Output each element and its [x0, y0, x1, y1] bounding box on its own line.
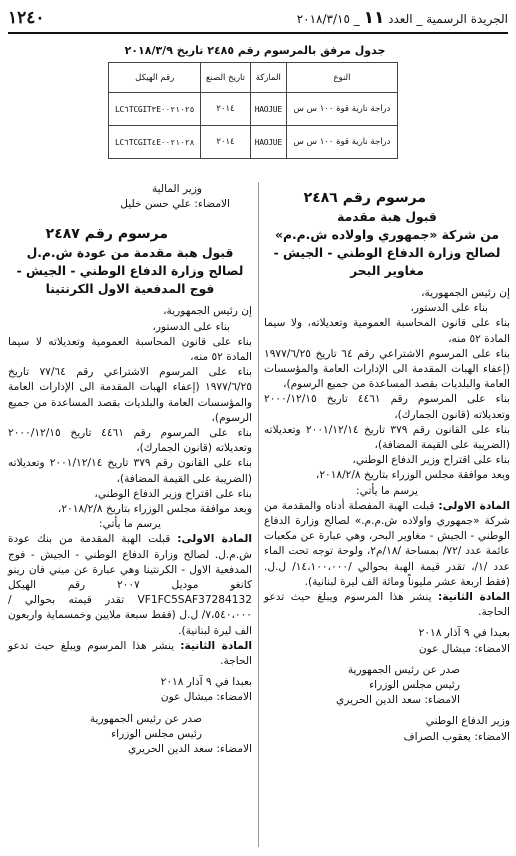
minister-title: وزير الدفاع الوطني [425, 715, 510, 728]
preamble-line: إن رئيس الجمهورية، [163, 305, 252, 318]
preamble-line: بناء على المرسوم رقم ٤٤٦١ تاريخ ٢٠٠٠/١٢/١٥ وتعديلاته (قانون الجمارك)، [8, 427, 252, 455]
article-label: المادة الثانية: [438, 591, 510, 604]
table-cell: ٢٠١٤ [201, 93, 250, 126]
finance-minister-title: وزير المالية [151, 183, 202, 195]
table-cell: LC٦TCGIT٤E٠٠٢١٠٢٨ [109, 126, 201, 159]
article-2 [264, 590, 510, 620]
header-separator: _ [349, 12, 360, 26]
issued-at: بعبدا في ٩ آذار ٢٠١٨ [418, 627, 510, 640]
article-text: ينشر هذا المرسوم ويبلغ حيث تدعو الحاجة. [8, 639, 252, 668]
article-text: قبلت الهبة المفصلة أدناه والمقدمة من شركة «جمهوري واولاده ش.م.م.» لصالح وزارة الدفاع الوطني - الجيش - مغاوير البحر، وهي عبارة عن مكعبات عائمة عدد /٧٢/ بمساحة /١٨/م٢، ولوحة توجه تحت الماء عدد /١/، تقدر قيمة الهبة بحوالي /١٤،١٠٠،٠٠٠/ ل.ل. (فقط اربعة عشر مليوناً ومائة الف ليرة لبنانية). [264, 499, 510, 588]
table-header-cell: رقم الهيكل [109, 63, 201, 93]
preamble-line: بناء على القانون رقم ٣٧٩ تاريخ ٢٠٠١/١٢/١٤ وتعديلاته (الضريبة على القيمة المضافة)، [8, 457, 252, 485]
preamble-line: إن رئيس الجمهورية، [421, 287, 510, 299]
issue-number: ١١ [363, 8, 385, 28]
article-label: المادة الاولى: [438, 499, 510, 512]
table-cell: HAOJUE [250, 126, 286, 159]
decree-subject-line: قبول هبة مقدمة من عودة ش.م.ل [26, 246, 234, 261]
annex-table-title: جدول مرفق بالمرسوم رقم ٢٤٨٥ تاريخ ٢٠١٨/٣/٩ [124, 44, 386, 57]
decree-2486 [264, 182, 510, 745]
pm-signature: الامضاء: سعد الدين الحريري [336, 694, 460, 707]
header-rule [8, 32, 508, 34]
table-header-cell: الماركة [250, 63, 286, 93]
preamble-line: بناء على اقتراح وزير الدفاع الوطني، [352, 454, 510, 467]
preamble-line: بناء على الدستور، [152, 320, 230, 333]
preamble-line: بناء على المرسوم الاشتراعي رقم ٧٧/٦٤ تاريخ ١٩٧٧/٦/٢٥ (إعفاء الهبات المقدمة الى الإدارات العامة والمؤسسات العامة والبلديات بقصد المساعدة من جميع الرسوم)، [8, 366, 252, 424]
decrees-line: يرسم ما يأتي: [356, 484, 418, 497]
decree-subject-line: قبول هبة مقدمة [337, 210, 437, 224]
president-signature: الامضاء: ميشال عون [418, 642, 510, 655]
preamble-line: بناء على المرسوم رقم ٤٤٦١ تاريخ ٢٠٠٠/١٢/١٥ وتعديلاته (قانون الجمارك)، [264, 393, 510, 421]
finance-minister-signature: الامضاء: علي حسن خليل [120, 198, 230, 211]
decree-2487-column [8, 182, 252, 757]
decree-subject-line: لصالح وزارة الدفاع الوطني - الجيش - [273, 246, 501, 260]
table-cell: ٢٠١٤ [201, 126, 250, 159]
pm-title: رئيس مجلس الوزراء [369, 679, 460, 692]
issued-by: صدر عن رئيس الجمهورية [347, 663, 460, 676]
publication-name: الجريدة الرسمية [426, 12, 508, 26]
decrees-line: يرسم ما يأتي: [99, 518, 161, 531]
table-header-row [109, 63, 398, 93]
decree-subject-line: مغاوير البحر [350, 264, 424, 278]
preamble-line: وبعد موافقة مجلس الوزراء بتاريخ ٢٠١٨/٢/٨، [315, 469, 510, 482]
issued-by: صدر عن رئيس الجمهورية [89, 712, 202, 725]
article-text: قبلت الهبة المقدمة من بنك عودة ش.م.ل. لصالح وزارة الدفاع الوطني - الجيش - فوج المدفعية الاول - الكرنتينا وهي عبارة عن ميني فان رينو كانغو موديل ٢٠٠٧ رقم الهيكل VF1FC5SAF37284132 تقدر قيمته بحوالي /٧،٥٤٠،٠٠٠/ ل.ل (فقط سبعة ملايين وخمسماية واربعون الف ليرة لبنانية). [8, 533, 253, 637]
table-cell: دراجة نارية قوة ١٠٠ س س [287, 93, 398, 126]
table-row [109, 93, 398, 126]
page-number: ١٢٤٠ [8, 8, 45, 28]
article-text: ينشر هذا المرسوم ويبلغ حيث تدعو الحاجة. [264, 591, 510, 619]
preamble-line: بناء على قانون المحاسبة العمومية وتعديلاته، ولا سيما المادة ٥٢ منه، [264, 317, 510, 345]
preamble-line: وبعد موافقة مجلس الوزراء بتاريخ ٢٠١٨/٢/٨، [57, 503, 252, 516]
article-2 [8, 639, 252, 669]
article-1 [8, 532, 252, 638]
table-header-cell: النوع [287, 63, 398, 93]
table-cell: LC٦TCGIT٣E٠٠٢١٠٢٥ [109, 93, 201, 126]
article-label: المادة الاولى: [177, 533, 252, 546]
issued-at: بعبدا في ٩ آذار ٢٠١٨ [160, 676, 252, 689]
table-cell: HAOJUE [250, 93, 286, 126]
column-divider [258, 182, 259, 847]
table-header-cell: تاريخ الصنع [201, 63, 250, 93]
issue-date: ٢٠١٨/٣/١٥ [296, 12, 350, 26]
pm-signature: الامضاء: سعد الدين الحريري [128, 743, 252, 756]
header-separator: _ [412, 12, 423, 26]
pm-title: رئيس مجلس الوزراء [111, 727, 202, 740]
header-text [297, 8, 508, 28]
annex-table [108, 62, 398, 159]
preamble-line: بناء على القانون رقم ٣٧٩ تاريخ ٢٠٠١/١٢/١٤ وتعديلاته (الضريبة على القيمة المضافة)، [264, 423, 510, 452]
decree-subject-line: لصالح وزارة الدفاع الوطني - الجيش - [16, 264, 244, 279]
decree-subject-line: فوج المدفعية الاول الكرنتينا [45, 282, 215, 297]
preamble-line: بناء على المرسوم الاشتراعي رقم ٦٤ تاريخ ١٩٧٧/٦/٢٥ (إعفاء الهبات المقدمة الى الإدارات العامة والمؤسسات العامة والبلديات بقصد المساعدة من جميع الرسوم)، [264, 347, 510, 391]
table-cell: دراجة نارية قوة ١٠٠ س س [287, 126, 398, 159]
preamble-line: بناء على الدستور، [410, 302, 488, 315]
issue-label: العدد [388, 12, 413, 26]
decree-subject-line: من شركة «جمهوري واولاده ش.م.م» [275, 228, 499, 242]
article-1 [264, 499, 510, 590]
president-signature: الامضاء: ميشال عون [160, 691, 252, 704]
minister-signature: الامضاء: يعقوب الصراف [403, 730, 510, 743]
decree-title: مرسوم رقم ٢٤٨٧ [45, 226, 168, 243]
decree-title: مرسوم رقم ٢٤٨٦ [303, 190, 426, 206]
page-header [8, 6, 508, 30]
preamble-line: بناء على اقتراح وزير الدفاع الوطني، [94, 487, 252, 500]
table-row [109, 126, 398, 159]
article-label: المادة الثانية: [180, 639, 252, 652]
preamble-line: بناء على قانون المحاسبة العمومية وتعديلاته لا سيما المادة ٥٢ منه، [8, 335, 252, 364]
